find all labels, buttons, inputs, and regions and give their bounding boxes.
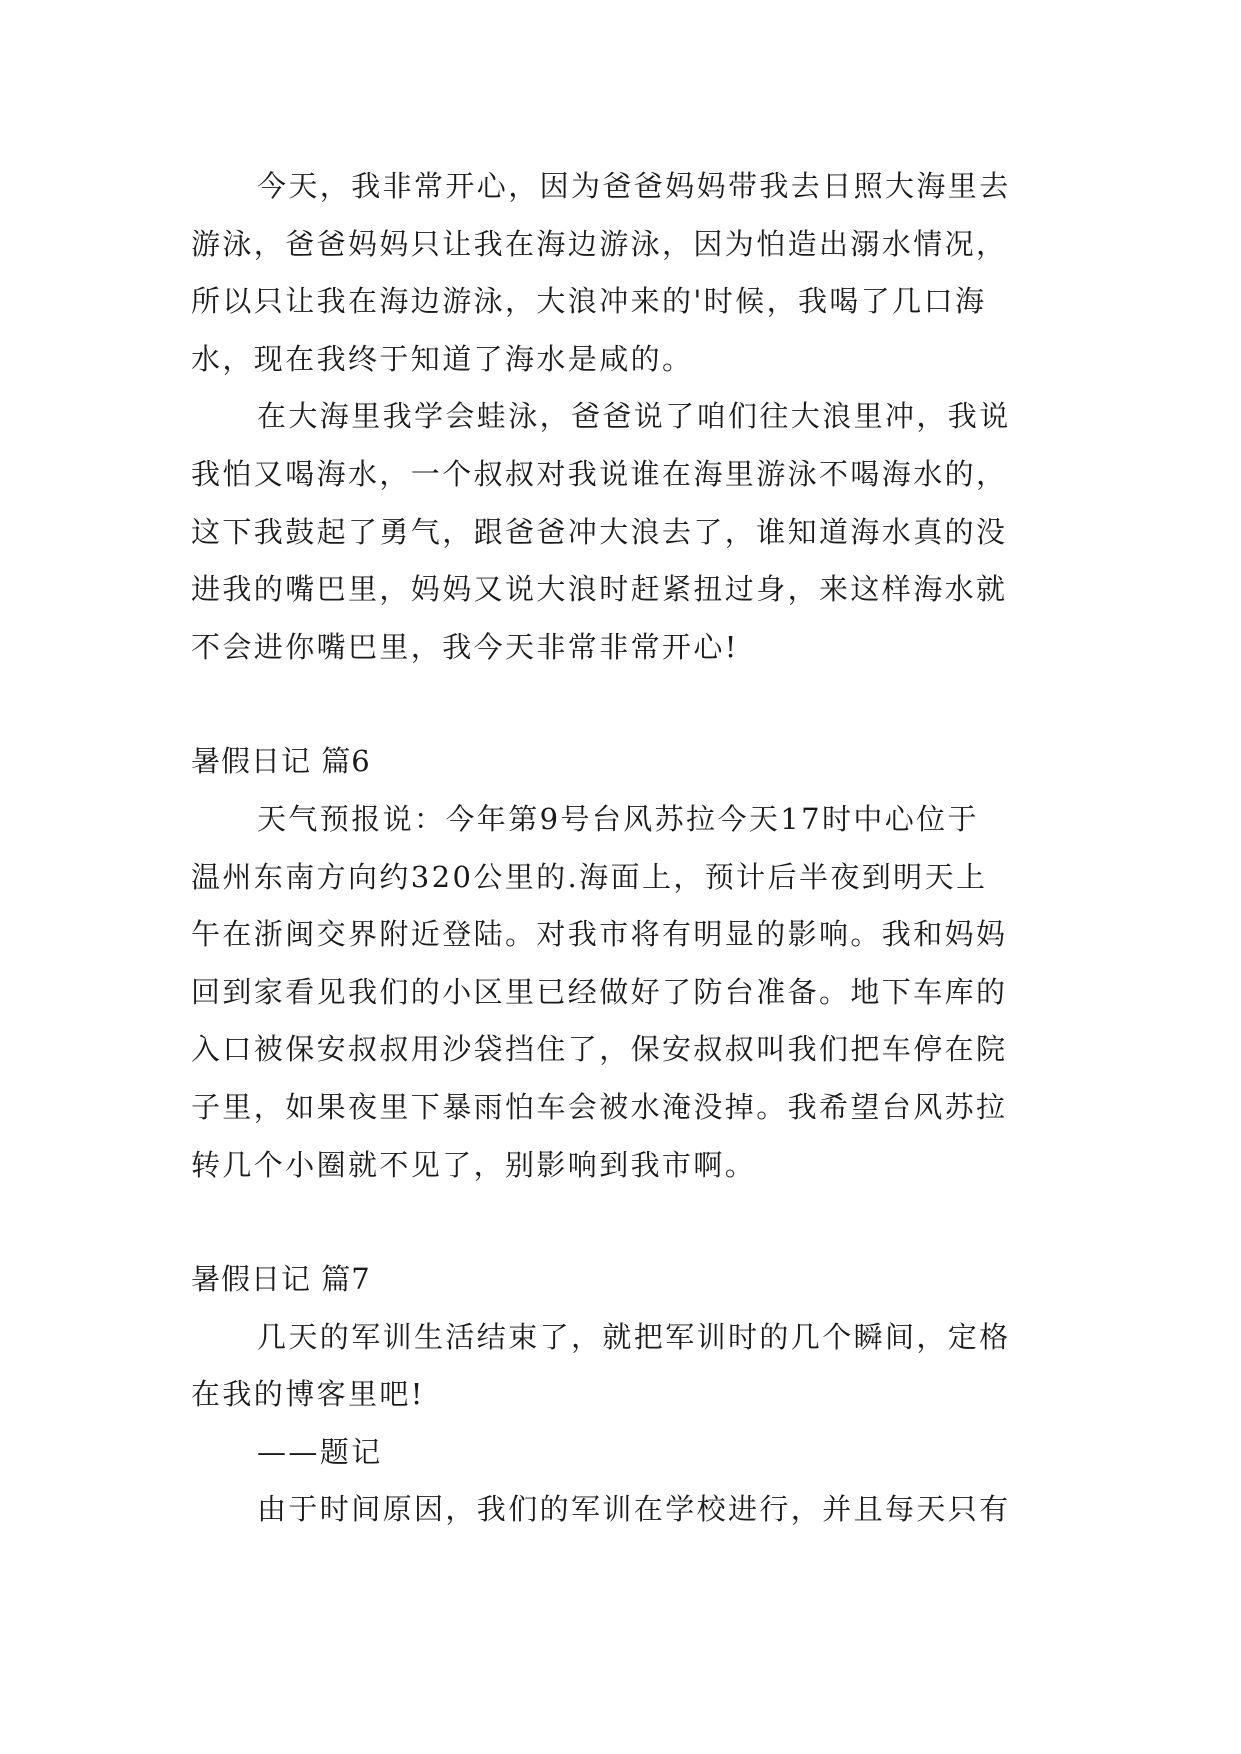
text-line: 回到家看见我们的小区里已经做好了防台准备。地下车库的 <box>191 974 1008 1009</box>
epigraph-signature: ——题记 <box>257 1434 383 1469</box>
diary-paragraph-swimming-2 <box>191 388 1049 676</box>
document-body <box>191 158 1049 1539</box>
diary-paragraph-typhoon <box>191 791 1049 1194</box>
text-line: 不会进你嘴巴里，我今天非常非常开心! <box>191 629 739 664</box>
text-line: 进我的嘴巴里，妈妈又说大浪时赶紧扭过身，来这样海水就 <box>191 572 1008 607</box>
diary-paragraph-military-1 <box>191 1309 1049 1424</box>
text-line: 所以只让我在海边游泳，大浪冲来的'时候，我喝了几口海 <box>191 284 987 319</box>
text-line: 转几个小圈就不见了，别影响到我市啊。 <box>191 1147 757 1182</box>
text-line: 午在浙闽交界附近登陆。对我市将有明显的影响。我和妈妈 <box>191 917 1008 952</box>
text-line: 在大海里我学会蛙泳，爸爸说了咱们往大浪里冲，我说 <box>257 399 1011 434</box>
text-line: 温州东南方向约320公里的.海面上，预计后半夜到明天上 <box>191 859 988 894</box>
text-line: 这下我鼓起了勇气，跟爸爸冲大浪去了，谁知道海水真的没 <box>191 514 1008 549</box>
text-line: 入口被保安叔叔用沙袋挡住了，保安叔叔叫我们把车停在院 <box>191 1032 1008 1067</box>
text-line: 在我的博客里吧! <box>191 1377 425 1412</box>
text-line: 子里，如果夜里下暴雨怕车会被水淹没掉。我希望台风苏拉 <box>191 1089 1008 1124</box>
section-gap <box>191 676 1049 733</box>
section-heading-7: 暑假日记 篇7 <box>191 1262 371 1297</box>
text-line: 天气预报说：今年第9号台风苏拉今天17时中心位于 <box>257 801 979 836</box>
section-heading-6: 暑假日记 篇6 <box>191 744 371 779</box>
text-line: 我怕又喝海水，一个叔叔对我说谁在海里游泳不喝海水的， <box>191 456 1008 491</box>
diary-paragraph-military-2 <box>191 1481 1049 1539</box>
text-line: 今天，我非常开心，因为爸爸妈妈带我去日照大海里去 <box>257 169 1011 203</box>
text-line: 由于时间原因，我们的军训在学校进行，并且每天只有 <box>257 1492 1011 1527</box>
text-line: 游泳，爸爸妈妈只让我在海边游泳，因为怕造出溺水情况， <box>191 226 1008 261</box>
text-line: 水，现在我终于知道了海水是咸的。 <box>191 341 694 376</box>
section-gap <box>191 1194 1049 1251</box>
text-line: 几天的军训生活结束了，就把军训时的几个瞬间，定格 <box>257 1319 1011 1354</box>
diary-paragraph-swimming-1 <box>191 158 1049 388</box>
